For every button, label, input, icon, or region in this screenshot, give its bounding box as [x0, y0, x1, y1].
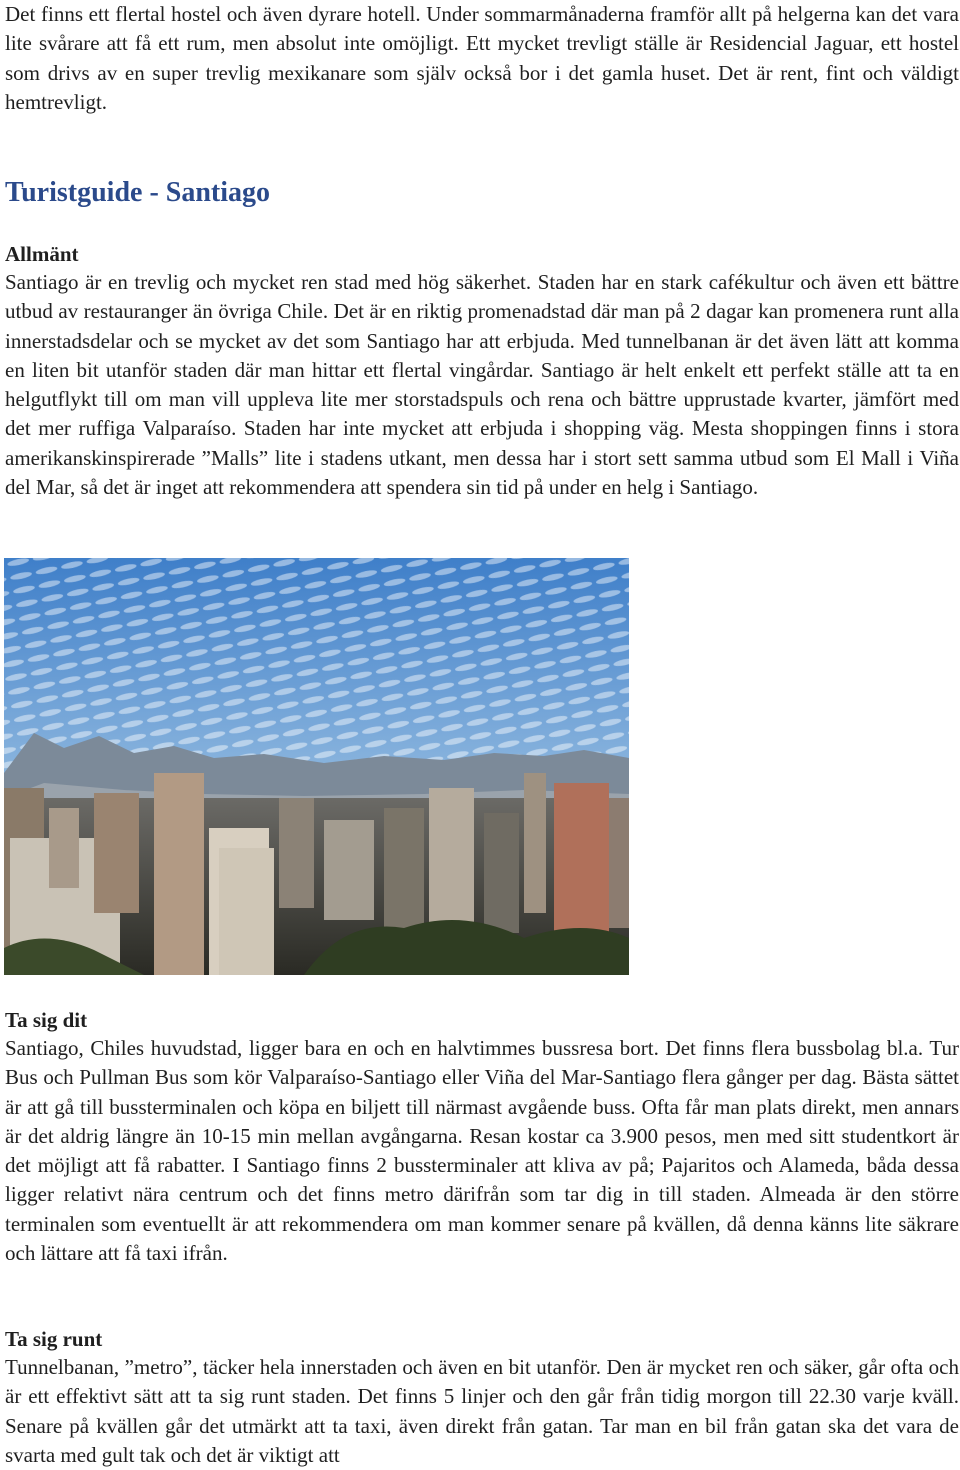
section-heading-getting-around: Ta sig runt	[5, 1327, 103, 1351]
section-heading-general: Allmänt	[5, 242, 79, 266]
section-getting-around	[5, 1325, 959, 1470]
section-text-general: Santiago är en trevlig och mycket ren stad med hög säkerhet. Staden har en stark cafékultur och även ett bättre utbud av restauranger än övriga Chile. Det är en riktig promenadstad där man på 2 dagar kan promenera runt alla innerstadsdelar och se mycket av det som Santiago har att erbjuda. Med tunnelbanan är det även lätt att komma en liten bit utanför staden där man hittar ett flertal vingårdar. Santiago är helt enkelt ett perfekt ställe att ta en helgutflykt till om man vill uppleva lite mer storstadspuls och rena och bättre upprustade kvarter, jämfört med det mer ruffiga Valparaíso. Staden har inte mycket att erbjuda i shopping väg. Mesta shoppingen finns i stora amerikanskinspirerade ”Malls” lite i stadens utkant, men dessa har i stort sett samma utbud som El Mall i Viña del Mar, så det är inget att rekommendera att spendera sin tid på under en helg i Santiago.	[5, 270, 959, 500]
intro-paragraph: Det finns ett flertal hostel och även dyrare hotell. Under sommarmånaderna framför allt på helgerna kan det vara lite svårare att få ett rum, men absolut inte omöjligt. Ett mycket trevligt ställe är Residencial Jaguar, ett hostel som drivs av en super trevlig mexikanare som själv också bor i det gamla huset. Det är rent, fint och väldigt hemtrevligt.	[5, 2, 959, 114]
section-text-getting-around: Tunnelbanan, ”metro”, täcker hela innerstaden och även en bit utanför. Den är mycket ren och säker, går ofta och är ett effektivt sätt att ta sig runt staden. Det finns 5 linjer och den går från tidig morgon till 22.30 varje kväll. Senare på kvällen går det utmärkt att ta taxi, även direkt från gatan. Tar man en bil från gatan ska det vara de svarta med gult tak och det är viktigt att	[5, 1355, 959, 1467]
section-heading-getting-there: Ta sig dit	[5, 1008, 88, 1032]
section-general	[5, 240, 959, 502]
page-title: Turistguide - Santiago	[5, 177, 271, 208]
document-page	[5, 0, 959, 117]
santiago-city-photo	[4, 558, 629, 975]
section-getting-there	[5, 1006, 959, 1268]
section-text-getting-there: Santiago, Chiles huvudstad, ligger bara en och en halvtimmes bussresa bort. Det finns flera bussbolag bl.a. Tur Bus och Pullman Bus som kör Valparaíso-Santiago eller Viña del Mar-Santiago flera gånger per dag. Bästa sättet är att gå till bussterminalen och köpa en biljett till närmast avgående buss. Ofta får man plats direkt, men annars är det aldrig längre än 10-15 min mellan avgångarna. Resan kostar ca 3.900 pesos, men med sitt studentkort är det möjligt att få rabatter. I Santiago finns 2 bussterminaler att kliva av på; Pajaritos och Alameda, båda dessa ligger relativt nära centrum och det finns metro därifrån som tar dig in till staden. Almeada är den större terminalen som eventuellt är att rekommendera om man kommer senare på kvällen, då denna känns lite säkrare och lättare att få taxi ifrån.	[5, 1036, 959, 1266]
